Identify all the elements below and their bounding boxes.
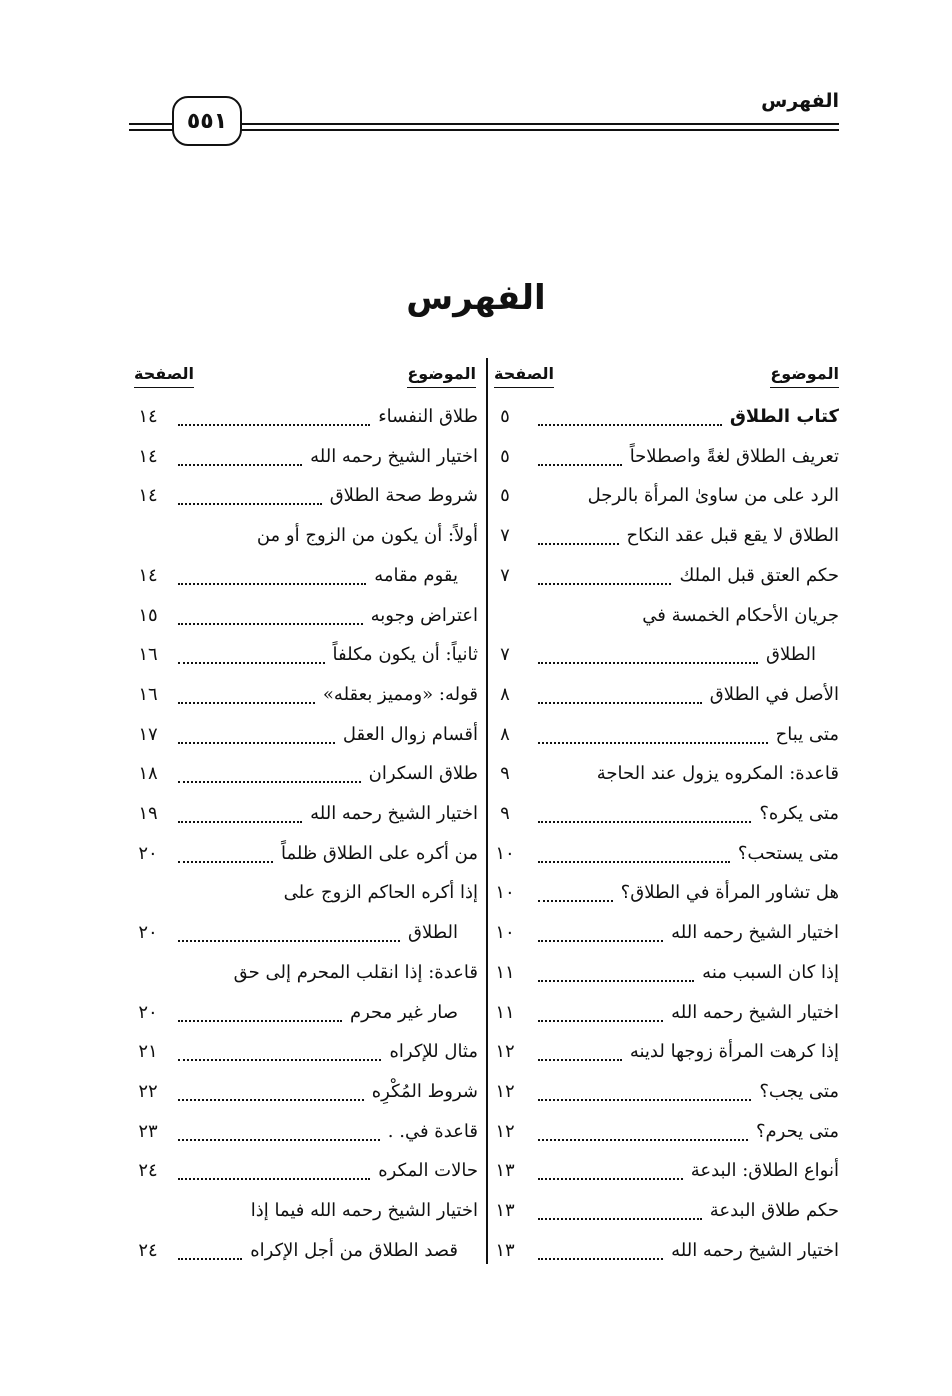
right-entry-page: ٥	[500, 445, 510, 467]
right-entry-leader-dots	[538, 662, 758, 664]
right-entry-leader-dots	[538, 1059, 622, 1061]
right-entry-page: ١٠	[495, 842, 515, 864]
right-entry-topic: كتاب الطلاق	[729, 406, 839, 427]
left-entry-leader-dots	[178, 623, 363, 625]
left-topic-header: الموضوع	[407, 364, 476, 388]
right-entry-page: ١٣	[495, 1200, 515, 1221]
right-entry-leader-dots	[538, 1258, 663, 1260]
page-number-badge: ٥٥١	[172, 96, 242, 146]
left-entry-page: ١٨	[138, 763, 158, 785]
left-entry-page: ٢٤	[138, 1239, 158, 1261]
right-entry-page: ١٢	[495, 1120, 515, 1142]
left-entry-page: ٢٣	[138, 1120, 158, 1142]
left-entry-page: ١٤	[138, 485, 158, 507]
left-entry-topic: صار غير محرم	[349, 1001, 458, 1023]
right-entry-page: ١١	[495, 1001, 515, 1023]
right-entry-topic: متى يباح	[775, 723, 839, 745]
left-entry-topic: اختيار الشيخ رحمه الله فيما إذا	[250, 1200, 478, 1221]
right-entry-leader-dots	[538, 1139, 748, 1141]
right-entry-topic: اختيار الشيخ رحمه الله	[671, 922, 839, 944]
left-entry-topic: شروط صحة الطلاق	[329, 485, 478, 507]
left-entry-topic: اعتراض وجوبه	[370, 604, 478, 626]
right-page-header: الصفحة	[494, 364, 554, 388]
right-entry-topic: جريان الأحكام الخمسة في	[642, 604, 839, 626]
left-entry-topic: شروط المُكْرِه	[371, 1080, 478, 1102]
right-entry-leader-dots	[538, 742, 768, 744]
right-entry-topic: قاعدة: المكروه يزول عند الحاجة	[596, 763, 839, 785]
left-entry-topic: اختيار الشيخ رحمه الله	[310, 803, 478, 824]
right-entry-page: ٥	[500, 406, 510, 427]
right-entry-topic: هل تشاور المرأة في الطلاق؟	[620, 882, 839, 904]
right-entry-leader-dots	[538, 861, 730, 863]
right-entry-topic: الرد على من ساوىٰ المرأة بالرجل	[587, 485, 839, 507]
right-entry-page: ١١	[495, 961, 515, 983]
right-entry-page: ٨	[500, 723, 510, 745]
right-entry-topic: تعريف الطلاق لغةً واصطلاحاً	[629, 445, 839, 467]
right-entry-topic: اختيار الشيخ رحمه الله	[671, 1239, 839, 1261]
right-entry-leader-dots	[538, 900, 613, 902]
right-entry-leader-dots	[538, 424, 722, 426]
left-entry-leader-dots	[178, 940, 400, 942]
left-entry-page: ١٤	[138, 445, 158, 467]
left-entry-page: ٢٠	[138, 842, 158, 864]
right-entry-page: ٧	[500, 644, 510, 666]
right-entry-page: ٧	[500, 525, 510, 547]
right-entry-leader-dots	[538, 1218, 702, 1220]
right-entry-page: ٩	[500, 803, 510, 824]
left-entry-leader-dots	[178, 464, 302, 466]
right-topic-header: الموضوع	[770, 364, 839, 388]
left-entry-page: ٢٠	[138, 1001, 158, 1023]
left-entry-topic: ثانياً: أن يكون مكلفاً	[332, 644, 478, 666]
left-entry-topic: قاعدة: إذا انقلب المحرم إلى حق	[233, 961, 478, 983]
left-entry-topic: طلاق السكران	[368, 763, 478, 785]
page-title: الفهرس	[406, 278, 546, 318]
left-entry-page: ١٦	[138, 683, 158, 705]
left-entry-leader-dots	[178, 861, 273, 863]
right-entry-topic: اختيار الشيخ رحمه الله	[671, 1001, 839, 1023]
right-entry-page: ٩	[500, 763, 510, 785]
right-entry-page: ٧	[500, 564, 510, 586]
left-entry-page: ٢٢	[138, 1080, 158, 1102]
right-entry-page: ١٣	[495, 1239, 515, 1261]
right-entry-topic: حكم العتق قبل الملك	[679, 564, 839, 586]
right-entry-topic: إذا كان السبب منه	[702, 961, 839, 983]
running-title: الفهرس	[761, 90, 839, 112]
left-entry-leader-dots	[178, 821, 302, 823]
right-entry-page: ٥	[500, 485, 510, 507]
right-entry-leader-dots	[538, 940, 663, 942]
left-entry-leader-dots	[178, 742, 335, 744]
left-entry-topic: مثال للإكراه	[389, 1041, 478, 1063]
left-entry-leader-dots	[178, 503, 322, 505]
left-entry-page: ٢١	[138, 1041, 158, 1063]
left-entry-leader-dots	[178, 1059, 381, 1061]
right-entry-page: ٨	[500, 683, 510, 705]
right-entry-leader-dots	[538, 702, 702, 704]
left-entry-leader-dots	[178, 1139, 380, 1141]
left-entry-page: ١٩	[138, 803, 158, 824]
left-entry-page: ٢٠	[138, 922, 158, 944]
left-entry-leader-dots	[178, 662, 325, 664]
left-entry-topic: اختيار الشيخ رحمه الله	[310, 445, 478, 467]
left-page-header: الصفحة	[134, 364, 194, 388]
right-entry-topic: الأصل في الطلاق	[709, 683, 839, 705]
right-entry-leader-dots	[538, 1099, 751, 1101]
left-entry-page: ١٤	[138, 564, 158, 586]
left-entry-leader-dots	[178, 1258, 242, 1260]
left-entry-leader-dots	[178, 424, 370, 426]
left-entry-leader-dots	[178, 781, 361, 783]
left-entry-leader-dots	[178, 1020, 342, 1022]
left-entry-page: ١٤	[138, 406, 158, 427]
left-entry-page: ١٦	[138, 644, 158, 666]
right-entry-topic: متى يستحب؟	[737, 842, 839, 864]
right-entry-topic: الطلاق	[766, 644, 816, 666]
right-entry-leader-dots	[538, 583, 671, 585]
right-entry-page: ١٠	[495, 882, 515, 904]
left-entry-leader-dots	[178, 583, 366, 585]
left-entry-topic: أقسام زوال العقل	[342, 723, 478, 745]
left-entry-topic: قصد الطلاق من أجل الإكراه	[250, 1239, 458, 1261]
left-entry-leader-dots	[178, 1099, 364, 1101]
left-entry-page: ١٥	[138, 604, 158, 626]
right-entry-page: ١٢	[495, 1080, 515, 1102]
left-entry-topic: طلاق النفساء	[378, 406, 478, 427]
right-entry-leader-dots	[538, 980, 694, 982]
right-entry-topic: أنواع الطلاق: البدعة	[690, 1160, 839, 1182]
right-entry-leader-dots	[538, 464, 622, 466]
left-entry-topic: يقوم مقامه	[374, 564, 458, 586]
right-entry-leader-dots	[538, 821, 751, 823]
right-entry-leader-dots	[538, 1020, 663, 1022]
right-entry-topic: متى يحرم؟	[755, 1120, 839, 1142]
right-entry-page: ١٠	[495, 922, 515, 944]
right-entry-topic: الطلاق لا يقع قبل عقد النكاح	[626, 525, 839, 547]
right-entry-leader-dots	[538, 1178, 683, 1180]
left-entry-topic: قاعدة في. .	[387, 1120, 478, 1142]
left-entry-leader-dots	[178, 1178, 370, 1180]
left-entry-topic: قوله: «ومميز بعقله»	[322, 683, 478, 705]
left-entry-topic: حالات المكره	[378, 1160, 478, 1182]
left-entry-topic: إذا أكره الحاكم الزوج على	[283, 882, 478, 904]
right-entry-leader-dots	[538, 543, 619, 545]
right-entry-page: ١٢	[495, 1041, 515, 1063]
right-entry-topic: إذا كرهت المرأة زوجها لدينه	[629, 1041, 839, 1063]
left-entry-page: ٢٤	[138, 1160, 158, 1182]
right-entry-topic: حكم طلاق البدعة	[709, 1200, 839, 1221]
right-entry-page: ١٣	[495, 1160, 515, 1182]
left-entry-leader-dots	[178, 702, 315, 704]
left-entry-page: ١٧	[138, 723, 158, 745]
right-entry-topic: متى يكره؟	[759, 803, 839, 824]
left-entry-topic: الطلاق	[408, 922, 458, 944]
right-entry-topic: متى يجب؟	[759, 1080, 839, 1102]
left-entry-topic: من أكره على الطلاق ظلماً	[281, 842, 478, 864]
left-entry-topic: أولاً: أن يكون من الزوج أو من	[256, 525, 478, 547]
